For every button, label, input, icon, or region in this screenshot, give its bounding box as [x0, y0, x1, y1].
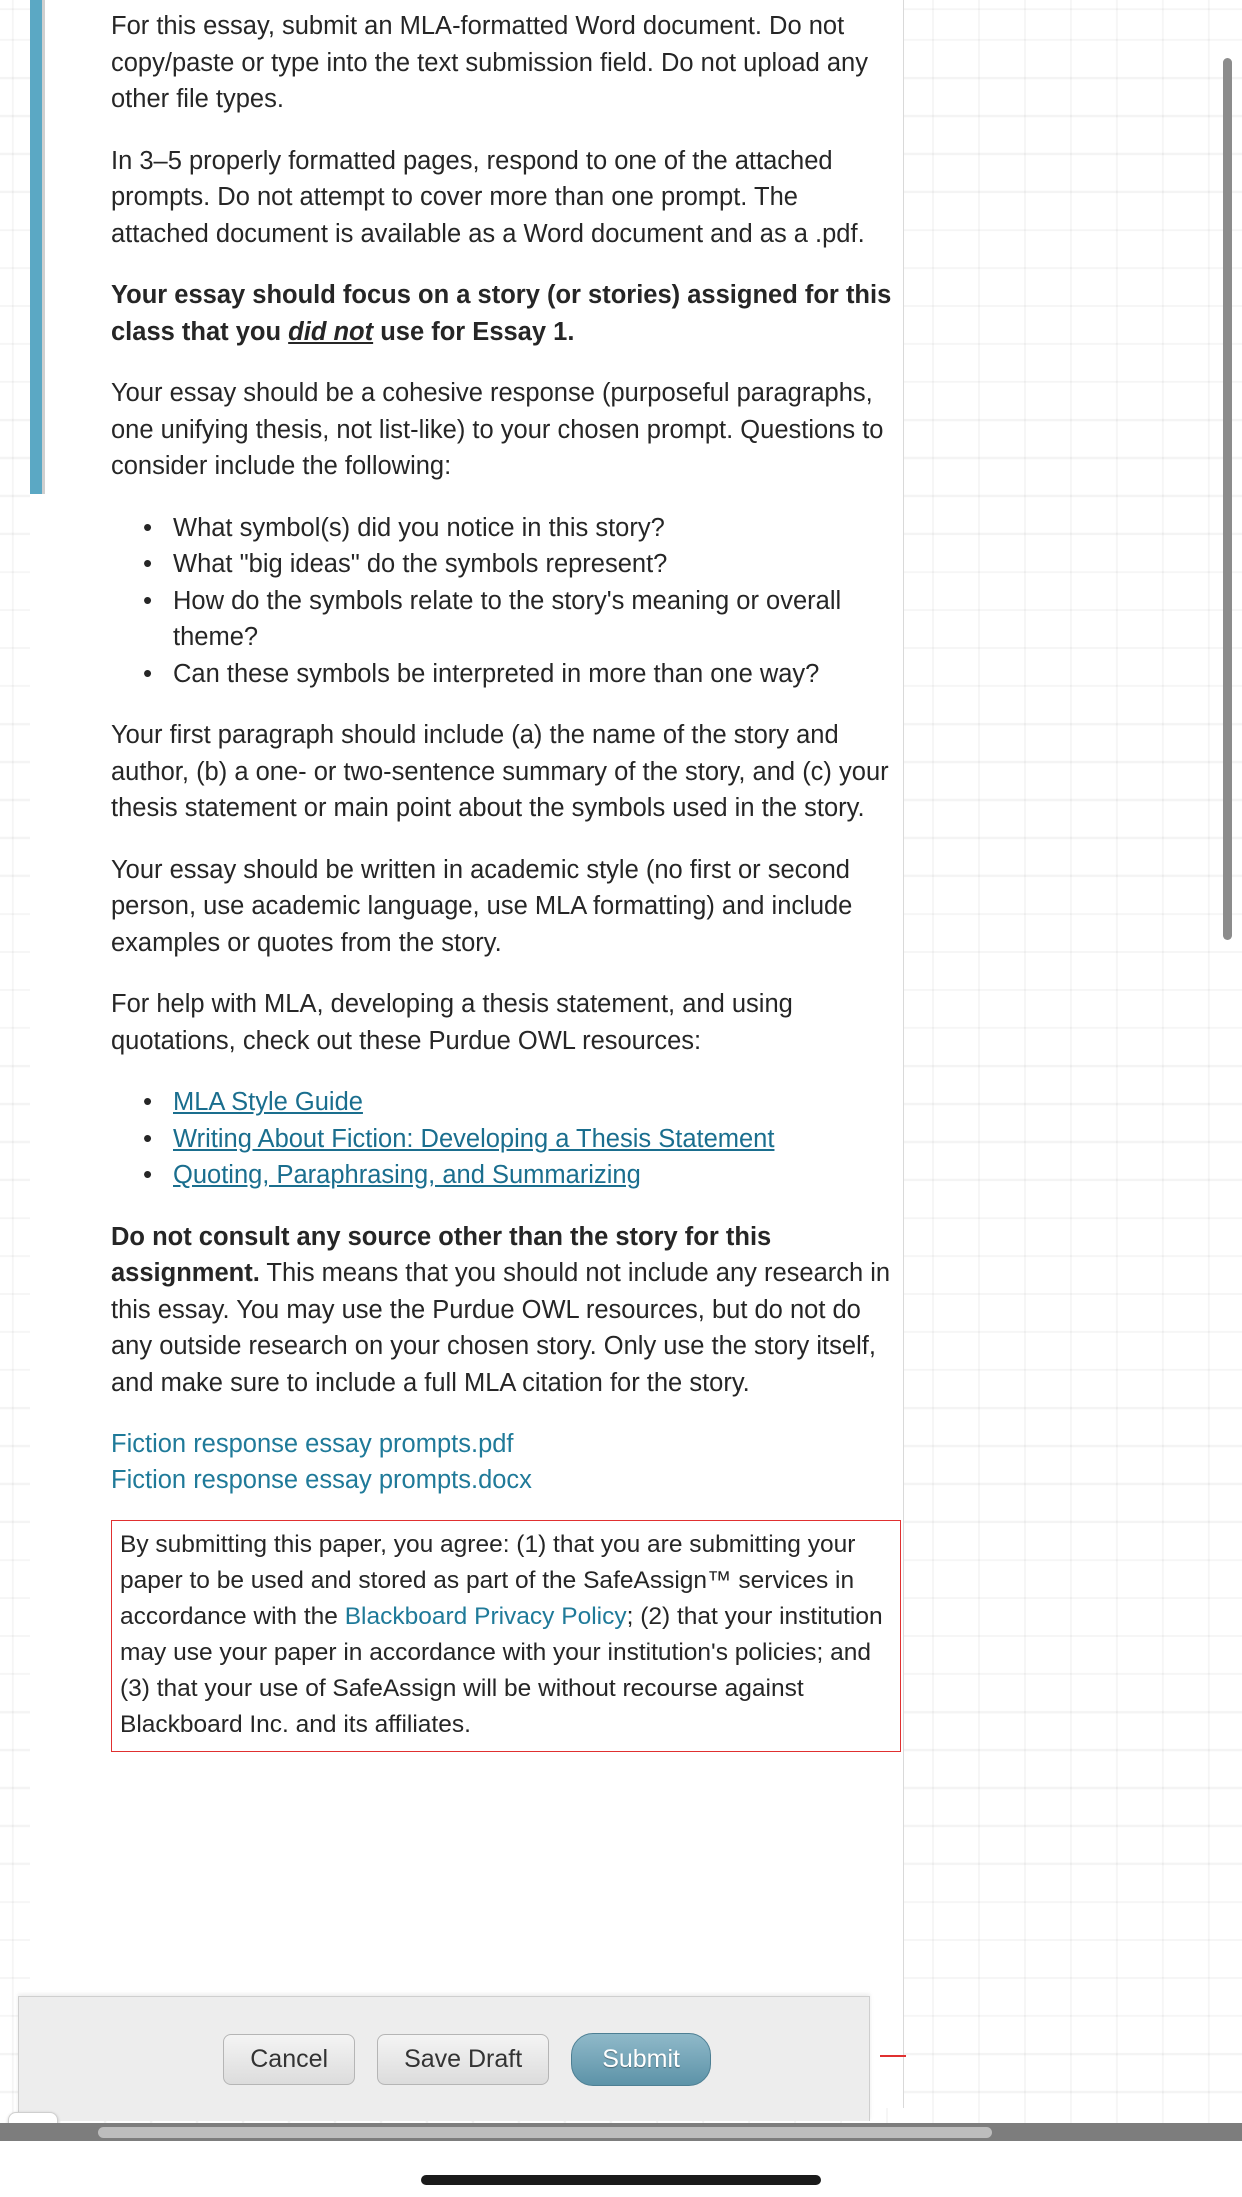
link-mla-style-guide[interactable]: MLA Style Guide [173, 1088, 363, 1116]
no-source-note-bold: Do not consult any source other than the story for this assignment. [111, 1222, 772, 1287]
list-item: • What symbol(s) did you notice in this story? [173, 510, 873, 547]
link-writing-about-fiction[interactable]: Writing About Fiction: Developing a Thesis Statement [173, 1124, 775, 1153]
home-indicator[interactable] [421, 2175, 821, 2185]
vertical-scrollbar-track[interactable] [1224, 0, 1238, 2148]
red-underline-mark [880, 2055, 906, 2057]
assignment-instructions [111, 8, 901, 1752]
list-item: • How do the symbols relate to the story's meaning or overall theme? [173, 583, 873, 656]
submission-action-bar [18, 1996, 870, 2121]
attachment-link-pdf[interactable]: Fiction response essay prompts.pdf [111, 1430, 514, 1458]
first-paragraph-note: Your first paragraph should include (a) the name of the story and author, (b) a one- or two-sentence summary of the story, and (c) your thesis statement or main point about the symbols used in the story. [111, 721, 889, 822]
vertical-scrollbar-thumb[interactable] [1223, 58, 1232, 940]
system-bottom-bar [0, 2141, 1242, 2197]
list-item [173, 1121, 873, 1158]
purdue-owl-resources-list [111, 1084, 901, 1194]
list-item [173, 1084, 873, 1121]
list-item: • What "big ideas" do the symbols represent? [173, 546, 873, 583]
no-outside-source-note [111, 1219, 901, 1402]
academic-style-note: Your essay should be written in academic style (no first or second person, use academic language, use MLA formatting) and include examples or quotes from the story. [111, 855, 853, 957]
agreement-text-part1: By submitting this paper, you agree: (1) that you are submitting your paper to be used and stored as part of the SafeAssign™ services in accordance with the [120, 1531, 856, 1630]
attachment-links [111, 1426, 901, 1498]
questions-list [111, 510, 901, 693]
instruction-paragraph-1: For this essay, submit an MLA-formatted Word document. Do not copy/paste or type into the text submission field. Do not upload any other file types. [111, 12, 868, 113]
link-quoting-paraphrasing[interactable]: Quoting, Paraphrasing, and Summarizing [173, 1161, 641, 1189]
submit-button[interactable]: Submit [571, 2033, 711, 2086]
focus-note-tail: use for Essay 1. [373, 317, 575, 346]
save-draft-button[interactable]: Save Draft [377, 2034, 549, 2085]
no-source-note-rest: This means that you should not include any research in this essay. You may use the Purdue OWL resources, but do not do any outside research on your chosen story. Only use the story itself, and make sure to include a full MLA citation for the story. [111, 1259, 891, 1397]
instruction-paragraph-2: In 3–5 properly formatted pages, respond to one of the attached prompts. Do not attempt to cover more than one prompt. The attached document is available as a Word document and as a .pdf. [111, 146, 865, 248]
safeassign-agreement-box [111, 1520, 901, 1752]
blackboard-privacy-policy-link[interactable]: Blackboard Privacy Policy [344, 1603, 627, 1630]
accent-bar [30, 0, 42, 494]
focus-note-lead: Your essay should focus on a story (or stories) assigned for this class that you [111, 281, 892, 346]
list-item: • Can these symbols be interpreted in more than one way? [173, 656, 873, 693]
cancel-button[interactable]: Cancel [223, 2034, 355, 2085]
focus-note-emphasis: did not [288, 317, 374, 346]
attachment-link-docx[interactable]: Fiction response essay prompts.docx [111, 1466, 532, 1494]
agreement-text-part2: ; (2) that your institution may use your paper in accordance with your institution's policies; and (3) that your use of SafeAssign will be without recourse against Blackboard Inc. and its affiliates. [120, 1603, 883, 1738]
cohesive-response-note: Your essay should be a cohesive response (purposeful paragraphs, one unifying thesis, not list-like) to your chosen prompt. Questions to consider include the following: [111, 379, 884, 480]
essay-focus-note [111, 277, 901, 350]
accent-bar-shadow [42, 0, 45, 494]
horizontal-scrollbar-thumb[interactable] [98, 2127, 992, 2138]
list-item [173, 1157, 873, 1194]
resources-intro: For help with MLA, developing a thesis statement, and using quotations, check out these Purdue OWL resources: [111, 990, 793, 1055]
